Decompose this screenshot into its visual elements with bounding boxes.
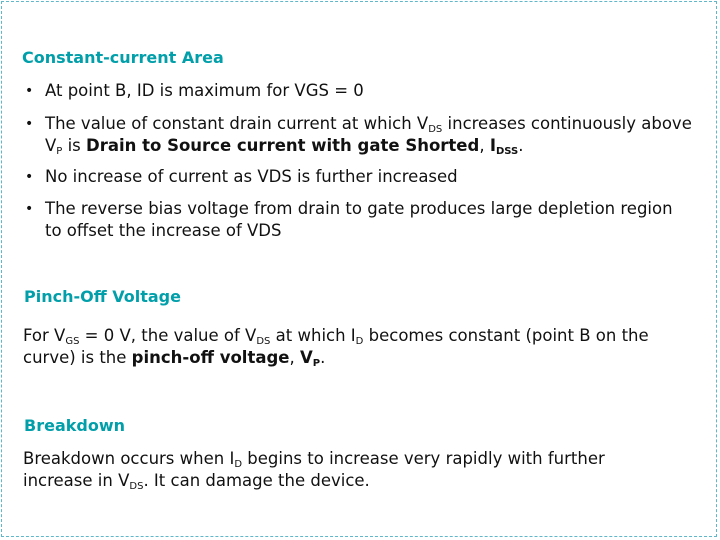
bullet-dot: • (25, 169, 34, 185)
text-line: to offset the increase of VDS (45, 221, 282, 240)
pinch-off-term: pinch-off voltage (131, 348, 290, 367)
idss-symbol: $I_{DSS}$ (489, 136, 519, 157)
breakdown-heading: Breakdown (24, 416, 125, 435)
text-line: Breakdown occurs when $I_D$ begins to increase very rapidly with further (23, 449, 605, 470)
bullet-text: At point B, ID is maximum for VGS = 0 (45, 81, 364, 100)
text-line: The reverse bias voltage from drain to gate produces large depletion region (45, 199, 673, 218)
bullet-dot: • (25, 116, 34, 132)
breakdown-paragraph (23, 448, 703, 492)
pinch-off-heading: Pinch-Off Voltage (24, 287, 181, 306)
bullet-text (45, 113, 717, 157)
text-line: curve) is the pinch-off voltage, $V_P$. (23, 348, 326, 369)
text-line: increase in $V_{DS}$. It can damage the device. (23, 471, 370, 492)
text-line: $V_P$ is Drain to Source current with gate Shorted, $I_{DSS}$. (45, 136, 524, 157)
bullet-text (45, 198, 717, 242)
text-line: For $V_{GS} = 0$ V, the value of $V_{DS}$ at which $I_D$ becomes constant (point B on the (23, 326, 649, 347)
pinch-off-paragraph (23, 325, 703, 369)
constant-current-heading: Constant-current Area (22, 48, 224, 67)
bullet-text: No increase of current as VDS is further increased (45, 167, 458, 186)
text-line: The value of constant drain current at which $V_{DS}$ increases continuously above (45, 114, 692, 135)
bullet-dot: • (25, 83, 34, 99)
vp-symbol: $V_P$ (299, 348, 321, 369)
idss-definition: Drain to Source current with gate Shorted (86, 136, 480, 155)
bullet-dot: • (25, 201, 34, 217)
